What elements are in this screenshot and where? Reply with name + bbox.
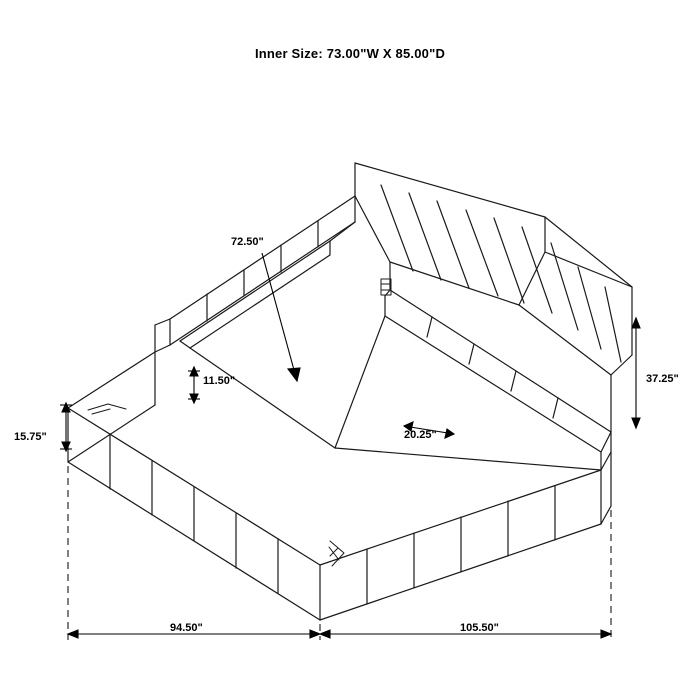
headboard-group — [355, 163, 632, 432]
dim-label-105-50: 105.50" — [460, 622, 499, 634]
dim-label-20-25: 20.25" — [404, 429, 437, 441]
dim-footboard-height — [60, 403, 72, 451]
dim-label-11-50: 11.50" — [203, 375, 236, 387]
left-side-rail — [155, 196, 355, 352]
dim-side-rail-inner — [188, 367, 200, 403]
dim-label-37-25: 37.25" — [646, 373, 679, 385]
dim-label-15-75: 15.75" — [14, 431, 47, 443]
right-side-rail — [385, 290, 611, 470]
footboard-right — [320, 452, 611, 620]
dim-label-94-50: 94.50" — [170, 622, 203, 634]
dim-label-72-50: 72.50" — [231, 236, 264, 248]
page-title: Inner Size: 73.00"W X 85.00"D — [254, 46, 446, 61]
dim-overall-height — [632, 318, 640, 428]
